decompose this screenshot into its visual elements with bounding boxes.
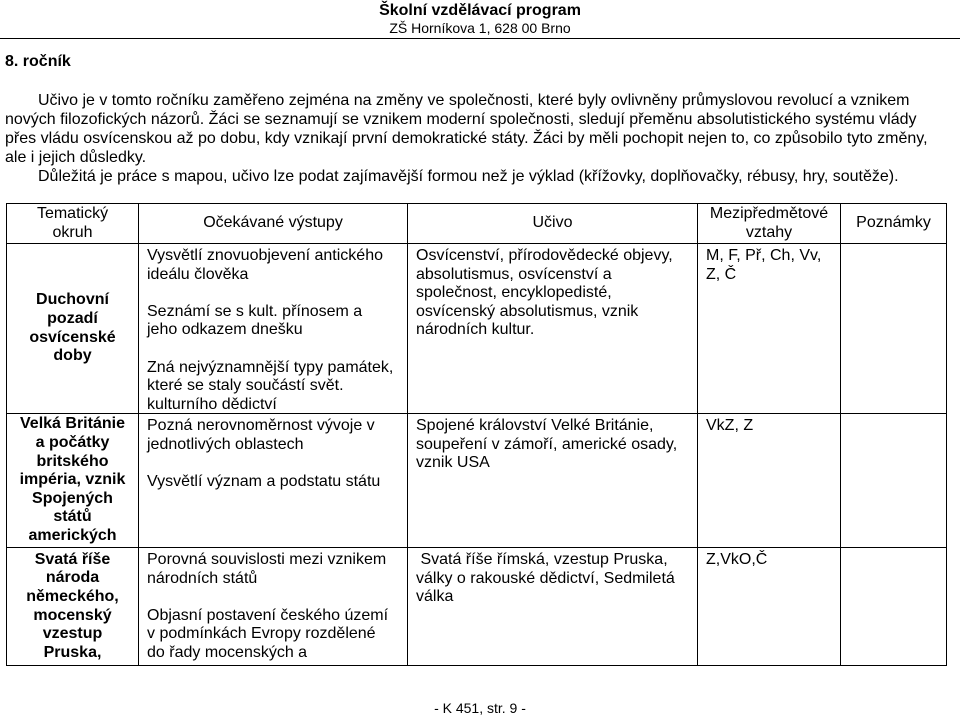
column-header-outcomes — [139, 204, 408, 244]
row-1-outcomes-cell — [139, 244, 408, 414]
row-2-crosscurricular-cell — [698, 414, 841, 548]
header-text: Učivo — [532, 214, 573, 232]
intro-line: přes vládu osvícenskou až po dobu, kdy vznikají první demokratické státy. Žáci by měli pochopit nejen to, co způsobilo tyto změny, — [5, 130, 928, 147]
intro-paragraph — [5, 91, 955, 186]
header-text: vztahy — [745, 223, 793, 241]
outcome-line: národních států — [147, 569, 258, 587]
content-line: Spojené království Velké Británie, — [416, 417, 654, 434]
topic-line: Pruska, — [43, 643, 102, 661]
outcome-line: jeho odkazem dnešku — [147, 321, 303, 339]
row-2-notes-cell — [841, 414, 947, 548]
outcome-item — [147, 473, 403, 492]
intro-line: ale i jejich důsledky. — [5, 149, 147, 166]
outcome-line: jednotlivých oblastech — [147, 435, 304, 453]
outcome-line: Seznámí se s kult. přínosem a — [147, 302, 363, 320]
topic-line: doby — [53, 347, 92, 365]
content-line: absolutismus, osvícenství a — [416, 265, 612, 283]
school-address: ZŠ Horníkova 1, 628 00 Brno — [389, 20, 571, 36]
outcome-line: do řady mocenských a — [147, 643, 308, 661]
topic-line: impéria, vznik — [19, 471, 126, 489]
crosscurricular-line: M, F, Př, Ch, Vv, — [706, 247, 822, 264]
content-line: Svatá říše římská, vzestup Pruska, — [416, 551, 668, 568]
row-3-content-cell — [408, 548, 698, 666]
outcome-item — [147, 551, 403, 588]
row-3-outcomes-cell — [139, 548, 408, 666]
content-line: společnost, encyklopedisté, — [416, 284, 612, 302]
row-1-notes-cell — [841, 244, 947, 414]
topic-line: Velká Británie — [20, 415, 125, 433]
intro-line: Důležitá je práce s mapou, učivo lze podat zajímavější formou než je výklad (křížovky, doplňovačky, rébusy, hry, soutěže). — [38, 168, 899, 185]
topic-line: Duchovní — [36, 291, 109, 309]
row-2-topic-cell — [7, 414, 139, 548]
crosscurricular-line: Z, Č — [706, 265, 737, 283]
outcome-item — [147, 607, 403, 663]
header-text: Mezipředmětové — [709, 204, 829, 222]
row-3-crosscurricular-cell — [698, 548, 841, 666]
topic-line: britského — [36, 452, 109, 470]
topic-line: států — [53, 508, 92, 526]
row-1-crosscurricular-cell — [698, 244, 841, 414]
topic-line: Svatá říše — [34, 550, 111, 568]
row-2-outcomes-cell — [139, 414, 408, 548]
outcome-item — [147, 303, 403, 340]
document-header — [0, 2, 960, 36]
outcome-line: Zná nejvýznamnější typy památek, — [147, 358, 394, 376]
outcome-line: kulturního dědictví — [147, 395, 277, 413]
header-text: Poznámky — [856, 214, 931, 232]
column-header-topic — [7, 204, 139, 244]
row-2-content-cell — [408, 414, 698, 548]
header-divider — [0, 38, 960, 39]
topic-line: amerických — [28, 526, 117, 544]
outcome-item — [147, 417, 403, 454]
intro-line: nových filozofických názorů. Žáci se seznamují se vznikem moderní společnosti, sledují přeměnu absolutistického systému vlády — [5, 111, 917, 128]
row-1-content-cell — [408, 244, 698, 414]
topic-line: Spojených — [32, 489, 113, 507]
grade-heading: 8. ročník — [5, 53, 71, 70]
topic-line: národa — [45, 569, 100, 587]
outcome-line: Objasní postavení českého území — [147, 606, 389, 624]
topic-line: a počátky — [35, 434, 110, 452]
crosscurricular-line: Z,VkO,Č — [706, 551, 768, 568]
content-line: Osvícenství, přírodovědecké objevy, — [416, 247, 673, 264]
topic-line: německého, — [26, 587, 119, 605]
outcome-line: které se staly součástí svět. — [147, 377, 344, 395]
document-title: Školní vzdělávací program — [379, 2, 581, 19]
column-header-crosscurricular — [698, 204, 841, 244]
curriculum-table — [6, 203, 947, 666]
outcome-line: Pozná nerovnoměrnost vývoje v — [147, 417, 375, 434]
topic-line: vzestup — [42, 625, 103, 643]
intro-line: Učivo je v tomto ročníku zaměřeno zejména na změny ve společnosti, které byly ovlivněny průmyslovou revolucí a vznikem — [38, 92, 910, 109]
content-line: vznik USA — [416, 454, 490, 472]
outcome-line: ideálu člověka — [147, 265, 249, 283]
header-text: Tematický — [36, 204, 109, 222]
column-header-content — [408, 204, 698, 244]
crosscurricular-line: VkZ, Z — [706, 417, 754, 434]
outcome-line: Vysvětlí znovuobjevení antického — [147, 247, 383, 264]
content-line: války o rakouské dědictví, Sedmiletá — [416, 569, 675, 587]
row-3-topic-cell — [7, 548, 139, 666]
outcome-line: Vysvětlí význam a podstatu státu — [147, 472, 381, 490]
row-3-notes-cell — [841, 548, 947, 666]
outcome-item — [147, 247, 403, 284]
row-1-topic-cell — [7, 244, 139, 414]
topic-line: mocenský — [33, 606, 112, 624]
content-line: osvícenský absolutismus, vznik — [416, 302, 639, 320]
topic-line: osvícenské — [29, 328, 116, 346]
header-text: Očekávané výstupy — [203, 214, 343, 232]
column-header-notes — [841, 204, 947, 244]
content-line: soupeření v zámoří, americké osady, — [416, 435, 678, 453]
outcome-line: Porovná souvislosti mezi vznikem — [147, 551, 387, 568]
content-line: válka — [416, 588, 454, 606]
header-text: okruh — [52, 223, 93, 241]
outcome-line: v podmínkách Evropy rozdělené — [147, 625, 376, 643]
topic-line: pozadí — [47, 309, 98, 327]
content-line: národních kultur. — [416, 321, 535, 339]
outcome-item — [147, 359, 403, 415]
page-number-footer: - K 451, str. 9 - — [434, 700, 526, 716]
